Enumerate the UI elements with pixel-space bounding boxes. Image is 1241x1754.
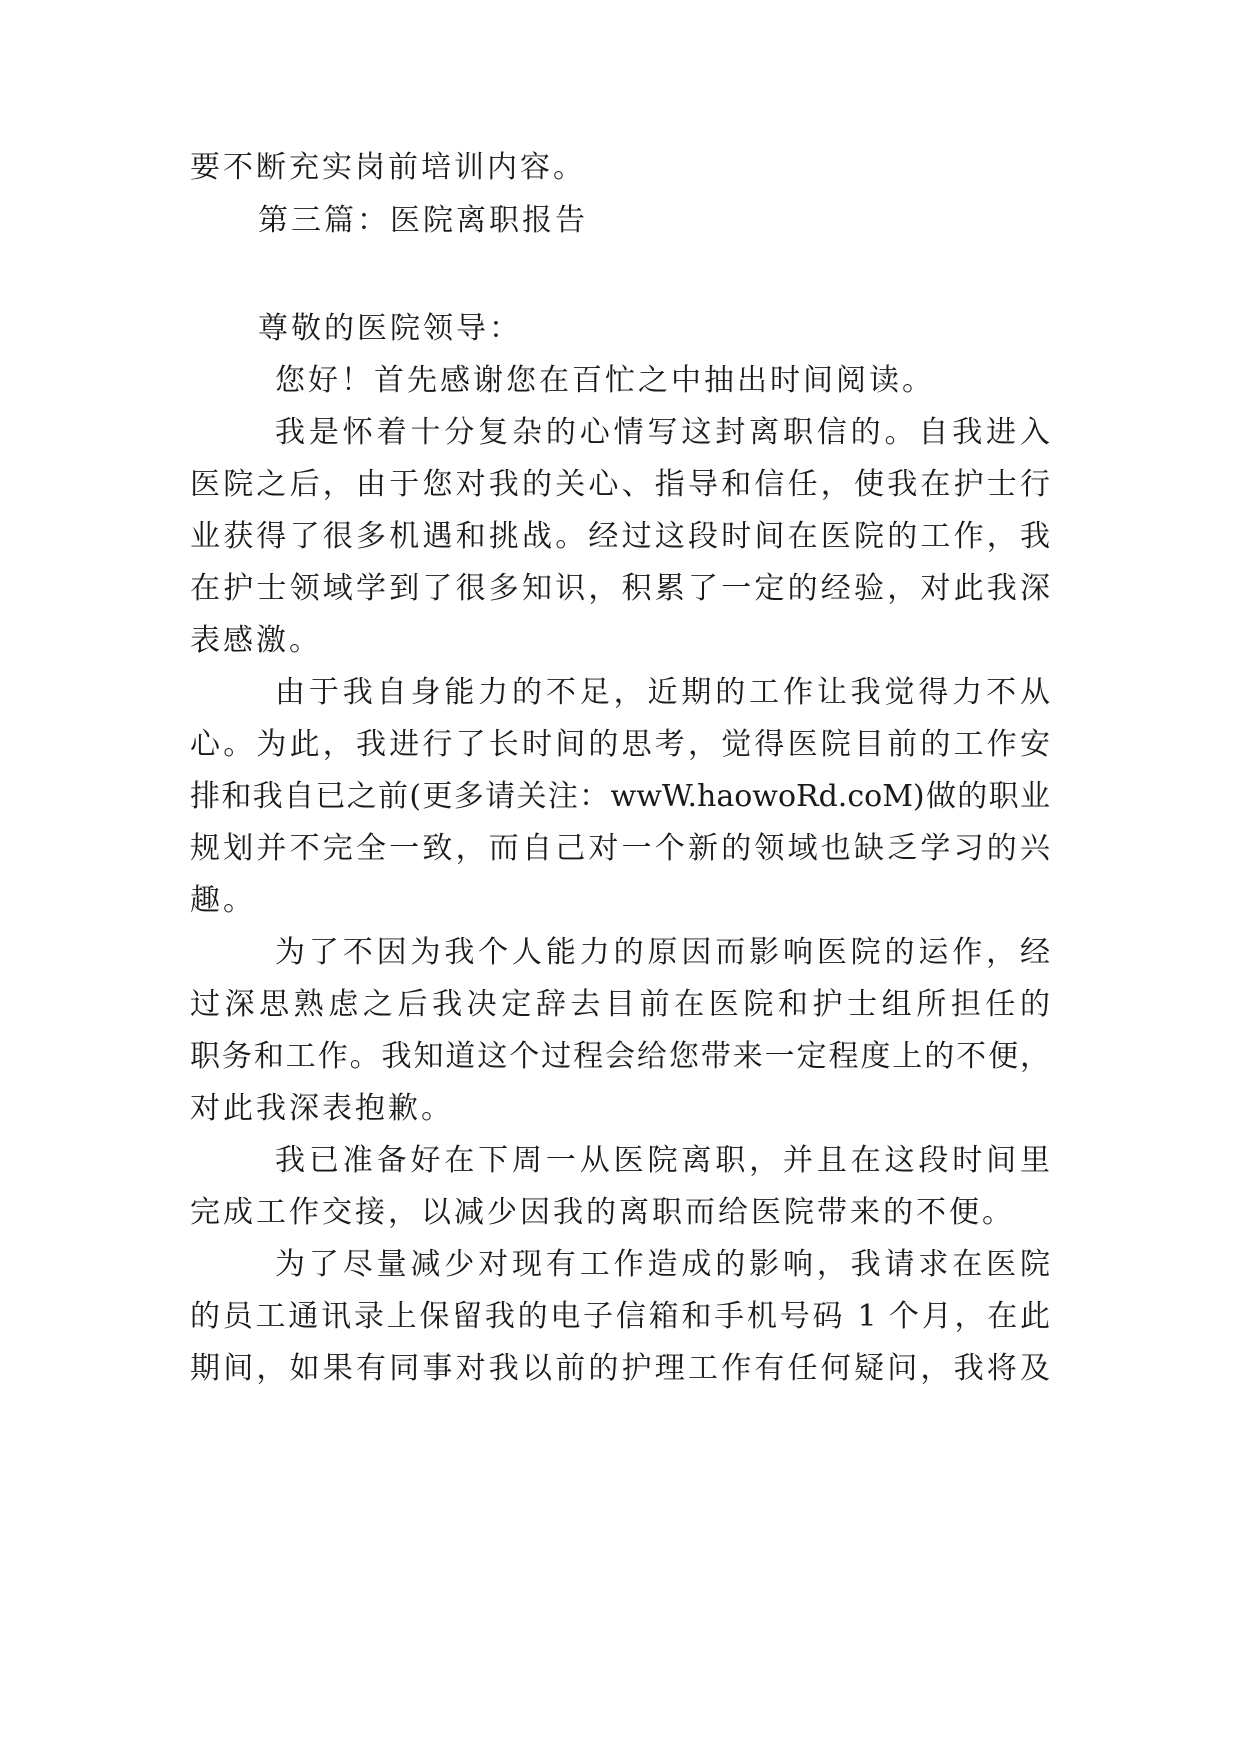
- text-line: 为了不因为我个人能力的原因而影响医院的运作，经: [275, 935, 1050, 970]
- text-line: 排和我自已之前(更多请关注：wwW.haowoRd.coM)做的职业: [190, 779, 1050, 814]
- text-line: 过深思熟虑之后我决定辞去目前在医院和护士组所担任的: [190, 987, 1050, 1022]
- text-line: 规划并不完全一致，而自己对一个新的领域也缺乏学习的兴: [190, 831, 1050, 866]
- text-line: 对此我深表抱歉。: [190, 1091, 454, 1126]
- greeting: 您好！首先感谢您在百忙之中抽出时间阅读。: [275, 363, 935, 398]
- salutation: 尊敬的医院领导：: [258, 311, 522, 346]
- text-line: 由于我自身能力的不足，近期的工作让我觉得力不从: [275, 675, 1050, 710]
- text-line: 表感激。: [190, 623, 322, 658]
- text-line: 我是怀着十分复杂的心情写这封离职信的。自我进入: [275, 415, 1050, 450]
- text-line: 医院之后，由于您对我的关心、指导和信任，使我在护士行: [190, 467, 1050, 502]
- text-line: 职务和工作。我知道这个过程会给您带来一定程度上的不便，: [190, 1039, 1050, 1074]
- text-line: 要不断充实岗前培训内容。: [190, 150, 586, 185]
- text-line: 趣。: [190, 883, 256, 918]
- text-line: 心。为此，我进行了长时间的思考，觉得医院目前的工作安: [190, 727, 1050, 762]
- text-line: 完成工作交接，以减少因我的离职而给医院带来的不便。: [190, 1195, 1015, 1230]
- section-heading: 第三篇：医院离职报告: [258, 203, 588, 238]
- text-line: 为了尽量减少对现有工作造成的影响，我请求在医院: [275, 1247, 1050, 1282]
- text-line: 在护士领域学到了很多知识，积累了一定的经验，对此我深: [190, 571, 1050, 606]
- text-line: 业获得了很多机遇和挑战。经过这段时间在医院的工作，我: [190, 519, 1050, 554]
- text-line: 的员工通讯录上保留我的电子信箱和手机号码 1 个月，在此: [190, 1299, 1050, 1334]
- text-line: 我已准备好在下周一从医院离职，并且在这段时间里: [275, 1143, 1050, 1178]
- text-line: 期间，如果有同事对我以前的护理工作有任何疑问，我将及: [190, 1351, 1050, 1386]
